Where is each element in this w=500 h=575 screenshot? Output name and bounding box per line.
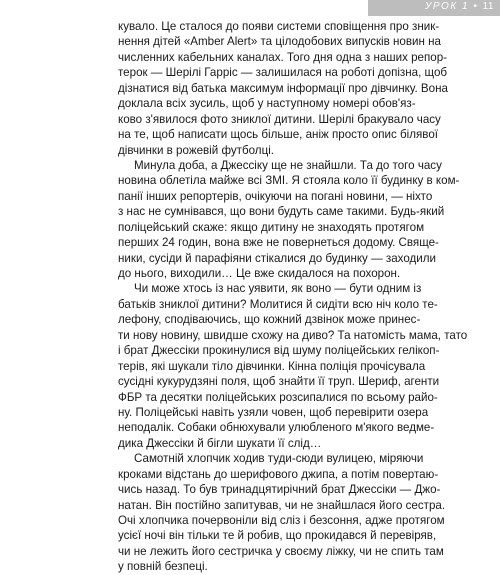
text-line: поліцейський скаже: якщо дитину не знаходять протягом — [118, 220, 425, 234]
text-line: доклала всіх зусиль, щоб у наступному номері обов'яз- — [118, 97, 416, 111]
text-line: кроками відстань до шерифового джипа, а потім повертаю- — [118, 467, 439, 481]
text-line: до нього, виходили… Це вже скидалося на похорон. — [118, 267, 401, 280]
text-line: і брат Джессіки прокинулися від шуму поліцейських гелікоп- — [118, 344, 440, 358]
text-line: нення дітей «Amber Alert» та цілодобових випусків новин на — [118, 35, 441, 49]
lesson-label: УРОК — [424, 1, 458, 12]
text-line: дівчинки в рожевій футболці. — [118, 143, 274, 157]
paragraph-first-line: Чи може хтось із нас уявити, як воно — бути одним із — [134, 282, 422, 296]
text-line: дізнатися від батька максимум інформації про дівчинку. Вона — [118, 81, 448, 95]
text-line: ти нову новину, швидше схожу на диво? Та натомість мама, тато — [118, 328, 468, 342]
text-line: Очі хлопчика почервоніли від сліз і безсоння, адже протягом — [118, 514, 445, 527]
header-separator: • — [473, 1, 479, 12]
lesson-number: 1 — [461, 1, 470, 12]
text-line: лефону, сподіваючись, що кожний дзвінок може принес- — [118, 313, 421, 327]
text-line: панії інших репортерів, очікуючи на погані новини, — ніхто — [118, 189, 433, 203]
text-line: з нас не сумнівався, що вони будуть саме такими. Будь-який — [118, 205, 445, 219]
text-line: ники, сусіди й парафіяни стікалися до будинку — заходили — [118, 251, 436, 265]
text-line: усієї ночі він тільки те й робив, що прокидався й перевіряв, — [118, 529, 437, 543]
text-line: на те, щоб написати щось більше, аніж просто опис білявої — [118, 128, 438, 142]
text-line: батьків зниклої дитини? Молитися й сидіти всю ніч коло те- — [118, 297, 438, 311]
text-line: ну. Поліцейські навіть узяли човен, щоб перевірити озера — [118, 405, 429, 419]
text-line: перших 24 годин, вона вже не повернеться додому. Свяще- — [118, 236, 439, 250]
text-line: ково з'явилося фото зниклої дитини. Шерілі бракувало часу — [118, 112, 441, 126]
text-line: чи не лежить його сестричка у своєму ліжку, чи не спить там — [118, 544, 444, 558]
text-line: кувало. Це сталося до появи системи сповіщення про зник- — [118, 20, 440, 33]
paragraph-first-line: Минула доба, а Джессіку ще не знайшли. Та до того часу — [134, 158, 442, 172]
text-line: численних кабельних каналах. Того дня одна з наших репор- — [118, 50, 448, 64]
text-line: сусідні кукурудзяні поля, щоб знайти її труп. Шериф, агенти — [118, 375, 440, 389]
text-line: терок — Шерілі Гарріс — залишилася на роботі допізна, щоб — [118, 66, 448, 80]
text-line: у повній безпеці. — [118, 560, 208, 574]
text-line: дика Джессіки й бігли шукати її слід… — [118, 436, 322, 450]
text-line: терів, які шукали тіло дівчинки. Кінна поліція прочісувала — [118, 359, 426, 373]
text-line: новина облетіла майже всі ЗМІ. Я стояла коло її будинку в ком- — [118, 174, 460, 188]
text-line: ФБР та десятки поліцейських розсипалися по всьому райо- — [118, 390, 438, 404]
text-line: чись назад. То був тринадцятирічний брат Джессіки — Джо- — [118, 483, 441, 497]
running-header — [368, 0, 500, 16]
header-text — [425, 1, 494, 12]
page-number: 11 — [482, 1, 494, 12]
text-line: натан. Він постійно запитував, чи не знайшлася його сестра. — [118, 498, 446, 512]
text-line: неподалік. Собаки обнюхували улюбленого м'якого ведме- — [118, 421, 435, 435]
paragraph-first-line: Самотній хлопчик ходив туди-сюди вулицею, міряючи — [134, 452, 424, 466]
body-text — [118, 19, 474, 575]
